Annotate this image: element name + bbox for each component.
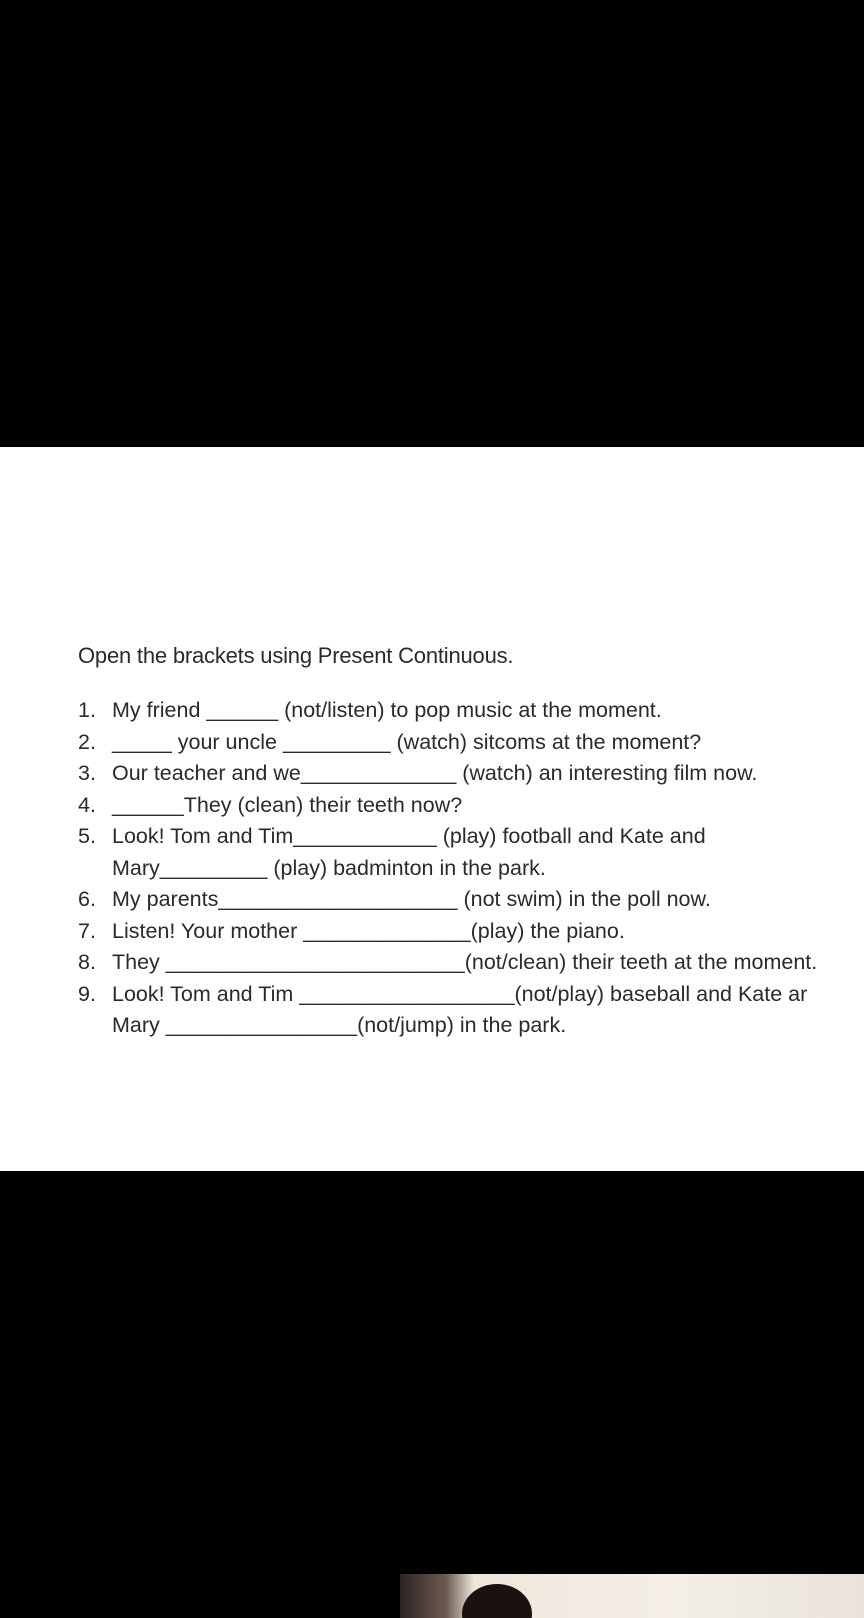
exercise-number: 6. <box>78 887 96 911</box>
worksheet-title: Open the brackets using Present Continuous. <box>78 643 514 668</box>
exercise-text: _____ your uncle _________ (watch) sitcoms at the moment? <box>112 729 702 754</box>
exercise-9-continued <box>78 1010 864 1042</box>
exercise-6 <box>78 884 864 916</box>
exercise-text: Mary ________________(not/jump) in the park. <box>112 1013 567 1037</box>
exercise-9 <box>78 979 864 1011</box>
exercise-3 <box>78 758 864 790</box>
exercise-number: 7. <box>78 918 96 943</box>
bottom-black-band <box>0 1171 864 1618</box>
exercise-number: 1. <box>78 698 96 722</box>
exercise-number: 4. <box>78 792 96 817</box>
exercise-8 <box>78 947 864 979</box>
top-black-band <box>0 0 864 447</box>
exercise-number: 3. <box>78 761 96 785</box>
exercise-1 <box>78 695 864 727</box>
exercise-text: ______They (clean) their teeth now? <box>112 792 463 817</box>
exercise-text: Look! Tom and Tim __________________(not/play) baseball and Kate ar <box>112 981 808 1006</box>
exercise-text: My friend ______ (not/listen) to pop music at the moment. <box>112 698 662 722</box>
exercise-5-continued <box>78 853 864 885</box>
exercise-number: 2. <box>78 729 96 754</box>
exercise-number: 5. <box>78 824 96 848</box>
exercise-2 <box>78 727 864 759</box>
photo-dark-shape <box>462 1584 532 1618</box>
exercise-text: They _________________________(not/clean) their teeth at the moment. <box>112 950 818 974</box>
exercise-5 <box>78 821 864 853</box>
exercise-text: Mary_________ (play) badminton in the park. <box>112 855 546 880</box>
exercise-list <box>78 695 864 1042</box>
exercise-7 <box>78 916 864 948</box>
exercise-text: My parents____________________ (not swim) in the poll now. <box>112 887 711 911</box>
exercise-4 <box>78 790 864 822</box>
exercise-number: 9. <box>78 981 96 1006</box>
exercise-number: 8. <box>78 950 96 974</box>
photo-thumbnail-strip <box>400 1574 864 1618</box>
exercise-text: Look! Tom and Tim____________ (play) football and Kate and <box>112 824 706 848</box>
exercise-text: Listen! Your mother ______________(play) the piano. <box>112 918 625 943</box>
worksheet-page <box>0 447 864 1171</box>
exercise-text: Our teacher and we_____________ (watch) an interesting film now. <box>112 761 758 785</box>
